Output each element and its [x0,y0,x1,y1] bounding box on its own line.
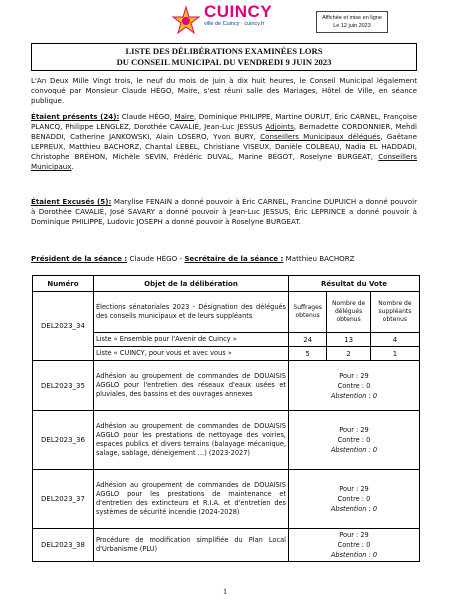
maire-label: Maire [174,112,195,121]
row-votes [289,411,420,470]
votes-contre: Contre : 0 [337,436,371,444]
header-numero: Numéro [33,276,94,292]
liste-2-delegues: 2 [327,347,371,361]
header-objet: Objet de la délibération [94,276,289,292]
liste-1-suppleants: 4 [370,333,419,347]
votes-pour: Pour : 29 [339,531,369,539]
title-line-2: DU CONSEIL MUNICIPAL DU VENDREDI 9 JUIN 2023 [116,57,332,67]
row-objet: Élections sénatoriales 2023 - Désignation des délégués des conseils municipaux et de leurs suppléants [94,292,289,333]
row-numero: DEL2023_38 [33,529,94,562]
row-numero: DEL2023_34 [33,292,94,361]
table-row [33,529,420,562]
table-row [33,470,420,529]
logo-text: CUINCY [204,2,273,21]
table-row [33,292,420,333]
col-delegues: Nombre de délégués obtenus [327,292,371,333]
seance-line [31,254,417,264]
presents-text-3: , Bernadette CORDONNIER, Mehdi BENADDI, Catherine JANKOWSKI, Alain LOSERO, Yvon BURY, [31,122,417,141]
intro-paragraph: L'An Deux Mille Vingt trois, le neuf du mois de juin à dix huit heures, le Conseil Municipal légalement convoqué par Monsieur Claude HÉGO, Maire, s'est réuni salle des Mariages, Hôtel de Ville, en séance publique. [31,76,417,105]
table-row [33,411,420,470]
row-numero: DEL2023_35 [33,361,94,411]
page-number: 1 [223,587,227,596]
votes-abstention: Abstention : 0 [330,505,378,513]
row-numero: DEL2023_36 [33,411,94,470]
row-numero: DEL2023_37 [33,470,94,529]
presents-paragraph [31,112,417,172]
adjoints-label: Adjoints [265,122,294,131]
row-votes [289,529,420,562]
row-objet: Adhésion au groupement de commandes de DOUAISIS AGGLO pour les prestations de nettoyage des voiries, espaces publics et divers terrains (balayage mécanique, salage, sablage, déneigement …) (2023-2027) [94,411,289,470]
presents-label: Étaient présents (24): [31,112,120,121]
presents-text-2: , Dominique PHILIPPE, Martine DURUT, Éric CARNEL, Françoise PLANCQ, Philippe LENGLEZ, Dorothée CAVALIÉ, Jean-Luc JESSUS [31,112,417,131]
row-objet: Adhésion au groupement de commandes de DOUAISIS AGGLO pour les prestations de maintenance et d'entretien des extincteurs et R.I.A. et d'entretien des systèmes de sécurité incendie (2024-2028) [94,470,289,529]
title-line-1: LISTE DES DÉLIBÉRATIONS EXAMINÉES LORS [125,46,323,56]
row-objet: Procédure de modification simplifiée du Plan Local d'Urbanisme (PLU) [94,529,289,562]
votes-pour: Pour : 29 [339,371,369,380]
votes-abstention: Abstention : 0 [330,551,378,559]
row-objet: Adhésion au groupement de commandes de DOUAISIS AGGLO pour l'entretien des réseaux d'eaux usées et pluviales, des bassins et des ouvrages annexes [94,361,289,411]
president-label: Président de la séance : [31,254,128,263]
liste-1-suffrages: 24 [289,333,327,347]
votes-contre: Contre : 0 [337,495,371,503]
votes-pour: Pour : 29 [339,426,369,434]
excuses-label: Étaient Excusés (5): [31,197,112,206]
conseillers-label: Conseillers Municipaux [31,152,417,171]
table-header-row [33,276,420,292]
publication-stamp [316,11,388,33]
col-suppleants: Nombre de suppléants obtenus [370,292,419,333]
votes-contre: Contre : 0 [337,381,371,390]
excuses-paragraph [31,197,417,227]
stamp-line-2: Le 12 juin 2023 [333,23,371,29]
row-votes [289,470,420,529]
document-title [31,43,417,71]
liste-2-suppleants: 1 [370,347,419,361]
presents-text-4: , Gaëtane LEPREUX, Matthieu BACHORZ, Chantal LEBEL, Christiane VISEUX, Danièle COLBEAU, Nadia EL HADDADI, Christophe BRÉHON, Michèle SEVIN, Frédéric DUVAL, Marine BÉGOT, Roselyne BURGEAT, [31,132,417,161]
president-name: Claude HÉGO - [127,254,185,263]
delegues-label: Conseillers Municipaux délégués [260,132,381,141]
liste-2-name: Liste « CUINCY, pour vous et avec vous » [94,347,289,361]
secretaire-name: Matthieu BACHORZ [283,254,355,263]
presents-text-1: Claude HÉGO, [119,112,175,121]
col-suffrages: Suffrages obtenus [289,292,327,333]
table-row [33,361,420,411]
deliberations-table [32,275,420,562]
votes-abstention: Abstention : 0 [330,446,378,454]
votes-contre: Contre : 0 [337,541,371,549]
liste-1-delegues: 13 [327,333,371,347]
excuses-text: Marylise FENAIN a donné pouvoir à Éric CARNEL, Francine DUPUICH a donné pouvoir à Dorothée CAVALIÉ, José SAVARY a donné pouvoir à Jean-Luc JESSUS, Éric LEPRINCE a donné pouvoir à Dominique PHILIPPE, Ludovic JOSEPH a donné pouvoir à Roselyne BURGEAT. [31,197,418,226]
stamp-line-1: Affichée et mise en ligne [322,15,382,21]
liste-1-name: Liste « Ensemble pour l'Avenir de Cuincy » [94,333,289,347]
header-resultat: Résultat du Vote [289,276,420,292]
secretaire-label: Secrétaire de la séance : [184,254,284,263]
votes-abstention: Abstention : 0 [330,391,378,400]
presents-text-5: . [71,162,74,171]
logo-subtitle: ville de Cuincy · cuincy.fr [204,21,265,27]
liste-2-suffrages: 5 [289,347,327,361]
row-votes [289,361,420,411]
votes-pour: Pour : 29 [339,485,369,493]
